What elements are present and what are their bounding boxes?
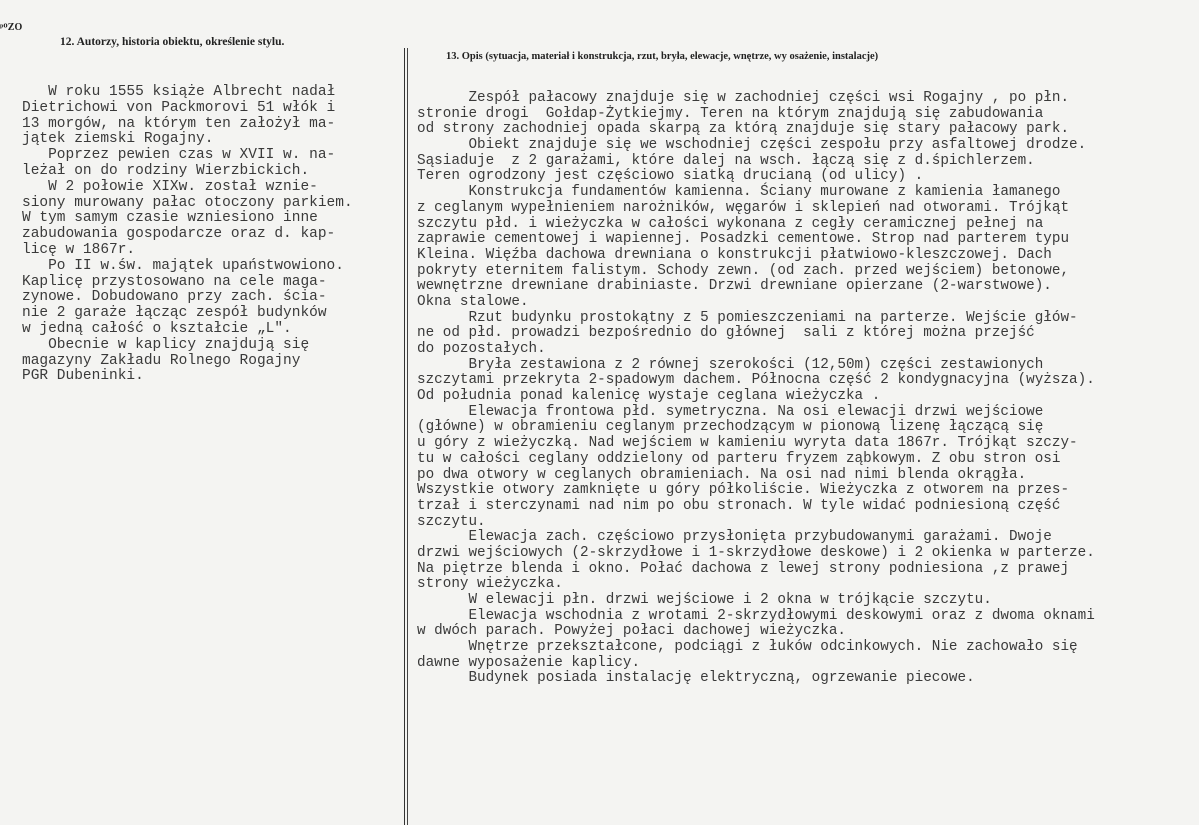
text-line: Budynek posiada instalację elektryczną, ogrzewanie piecowe. <box>417 670 975 687</box>
text-line: Wnętrze przekształcone, podciągi z łuków odcinkowych. Nie zachowało się <box>417 639 1078 656</box>
text-line: PGR Dubeninki. <box>22 368 144 385</box>
text-line: zabudowania gospodarcze oraz d. kap- <box>22 226 336 243</box>
text-line: (główne) w obramieniu ceglanym przechodzącym w pionową lizenę łączącą się <box>417 419 1044 436</box>
description-text-column <box>417 91 1197 687</box>
text-line: Obiekt znajduje się we wschodniej części zespołu przy asfaltowej drodze. <box>417 137 1087 154</box>
text-line: jątek ziemski Rogajny. <box>22 131 214 148</box>
text-line: Po II w.św. majątek upaństwowiono. <box>22 257 344 274</box>
history-text-column <box>22 85 398 385</box>
text-line: W roku 1555 książe Albrecht nadał <box>22 84 336 100</box>
text-line: zaprawie cementowej i wapiennej. Posadzki cementowe. Strop nad parterem typu <box>417 231 1070 248</box>
edge-mark: ᵖᴼZO <box>0 22 23 33</box>
text-line: u góry z wieżyczką. Nad wejściem w kamieniu wyryta data 1867r. Trójkąt szczy- <box>417 435 1078 452</box>
text-line: Zespół pałacowy znajduje się w zachodniej części wsi Rogajny , po płn. <box>417 90 1070 106</box>
text-line: tu w całości ceglany oddzielony od parteru fryzem ząbkowym. Z obu stron osi <box>417 450 1061 467</box>
text-line: z ceglanym wypełnieniem narożników, węgarów i sklepień nad otworami. Trójkąt <box>417 199 1070 216</box>
text-line: ne od płd. prowadzi bezpośrednio do głównej sali z której można przejść <box>417 325 1035 342</box>
text-line: w jedną całość o kształcie „L". <box>22 320 292 337</box>
text-line: szczytu płd. i wieżyczka w całości wykonana z cegły ceramicznej pełnej na <box>417 215 1044 232</box>
text-line: Obecnie w kaplicy znajdują się <box>22 336 310 353</box>
text-line: dawne wyposażenie kaplicy. <box>417 654 641 671</box>
section-12-header: 12. Autorzy, historia obiektu, określenie stylu. <box>60 36 285 48</box>
text-line: Kaplicę przystosowano na cele maga- <box>22 273 327 290</box>
text-line: W tym samym czasie wzniesiono inne <box>22 210 318 227</box>
text-line: Okna stalowe. <box>417 293 529 310</box>
text-line: Rzut budynku prostokątny z 5 pomieszczeniami na parterze. Wejście głów- <box>417 309 1078 326</box>
text-line: strony wieżyczka. <box>417 576 563 593</box>
text-line: Elewacja zach. częściowo przysłonięta przybudowanymi garażami. Dwoje <box>417 529 1052 546</box>
text-line: leżał on do rodziny Wierzbickich. <box>22 162 310 179</box>
text-line: wewnętrzne drewniane drabiniaste. Drzwi drewniane opierzane (2-warstwowe). <box>417 278 1052 295</box>
text-line: szczytu. <box>417 513 486 530</box>
text-line: w dwóch parach. Powyżej połaci dachowej wieżyczka. <box>417 623 846 640</box>
text-line: Elewacja frontowa płd. symetryczna. Na osi elewacji drzwi wejściowe <box>417 403 1044 420</box>
text-line: Od południa ponad kalenicę wystaje ceglana wieżyczka . <box>417 388 881 405</box>
text-line: szczytami przekryta 2-spadowym dachem. Północna część 2 kondygnacyjna (wyższa). <box>417 372 1095 389</box>
text-line: W elewacji płn. drzwi wejściowe i 2 okna w trójkącie szczytu. <box>417 592 992 608</box>
column-divider <box>404 48 405 825</box>
text-line: nie 2 garaże łącząc zespół budynków <box>22 305 327 322</box>
text-line: Kleina. Więźba dachowa drewniana o konstrukcji płatwiowo-kleszczowej. Dach <box>417 246 1052 263</box>
section-13-header: 13. Opis (sytuacja, materiał i konstrukcja, rzut, bryła, elewacje, wnętrze, wy osażenie, instalacje) <box>446 51 879 62</box>
text-line: Wszystkie otwory zamknięte u góry półkoliście. Wieżyczka z otworem na przes- <box>417 482 1070 499</box>
text-line: drzwi wejściowych (2-skrzydłowe i 1-skrzydłowe deskowe) i 2 okienka w parterze. <box>417 544 1095 561</box>
text-line: Na piętrze blenda i okno. Połać dachowa z lewej strony podniesiona ,z prawej <box>417 560 1070 577</box>
text-line: Bryła zestawiona z 2 równej szerokości (12,50m) części zestawionych <box>417 356 1044 373</box>
text-line: do pozostałych. <box>417 341 546 357</box>
text-line: Konstrukcja fundamentów kamienna. Ściany murowane z kamienia łamanego <box>417 184 1061 201</box>
text-line: licę w 1867r. <box>22 241 136 258</box>
text-line: 13 morgów, na którym ten założył ma- <box>22 115 336 132</box>
text-line: od strony zachodniej opada skarpą za którą znajduje się stary pałacowy park. <box>417 121 1070 138</box>
text-line: Sąsiaduje z 2 garażami, które dalej na wsch. łączą się z d.śpichlerzem. <box>417 152 1035 169</box>
text-line: W 2 połowie XIXw. został wznie- <box>22 178 318 195</box>
text-line: siony murowany pałac otoczony parkiem. <box>22 194 353 211</box>
text-line: Dietrichowi von Packmorovi 51 włók i <box>22 99 336 116</box>
text-line: Elewacja wschodnia z wrotami 2-skrzydłowymi deskowymi oraz z dwoma oknami <box>417 607 1095 624</box>
text-line: Teren ogrodzony jest częściowo siatką drucianą (od ulicy) . <box>417 168 924 185</box>
text-line: Poprzez pewien czas w XVII w. na- <box>22 147 336 164</box>
text-line: po dwa otwory w ceglanych obramieniach. Na osi nad nimi blenda okrągła. <box>417 466 1027 483</box>
text-line: stronie drogi Gołdap-Żytkiejmy. Teren na którym znajdują się zabudowania <box>417 105 1044 122</box>
text-line: pokryty eternitem falistym. Schody zewn. (od zach. przed wejściem) betonowe, <box>417 262 1070 279</box>
text-line: zynowe. Dobudowano przy zach. ścia- <box>22 289 327 306</box>
text-line: trzał i sterczynami nad nim po obu stronach. W tyle widać podniesioną część <box>417 497 1061 514</box>
text-line: magazyny Zakładu Rolnego Rogajny <box>22 352 301 369</box>
